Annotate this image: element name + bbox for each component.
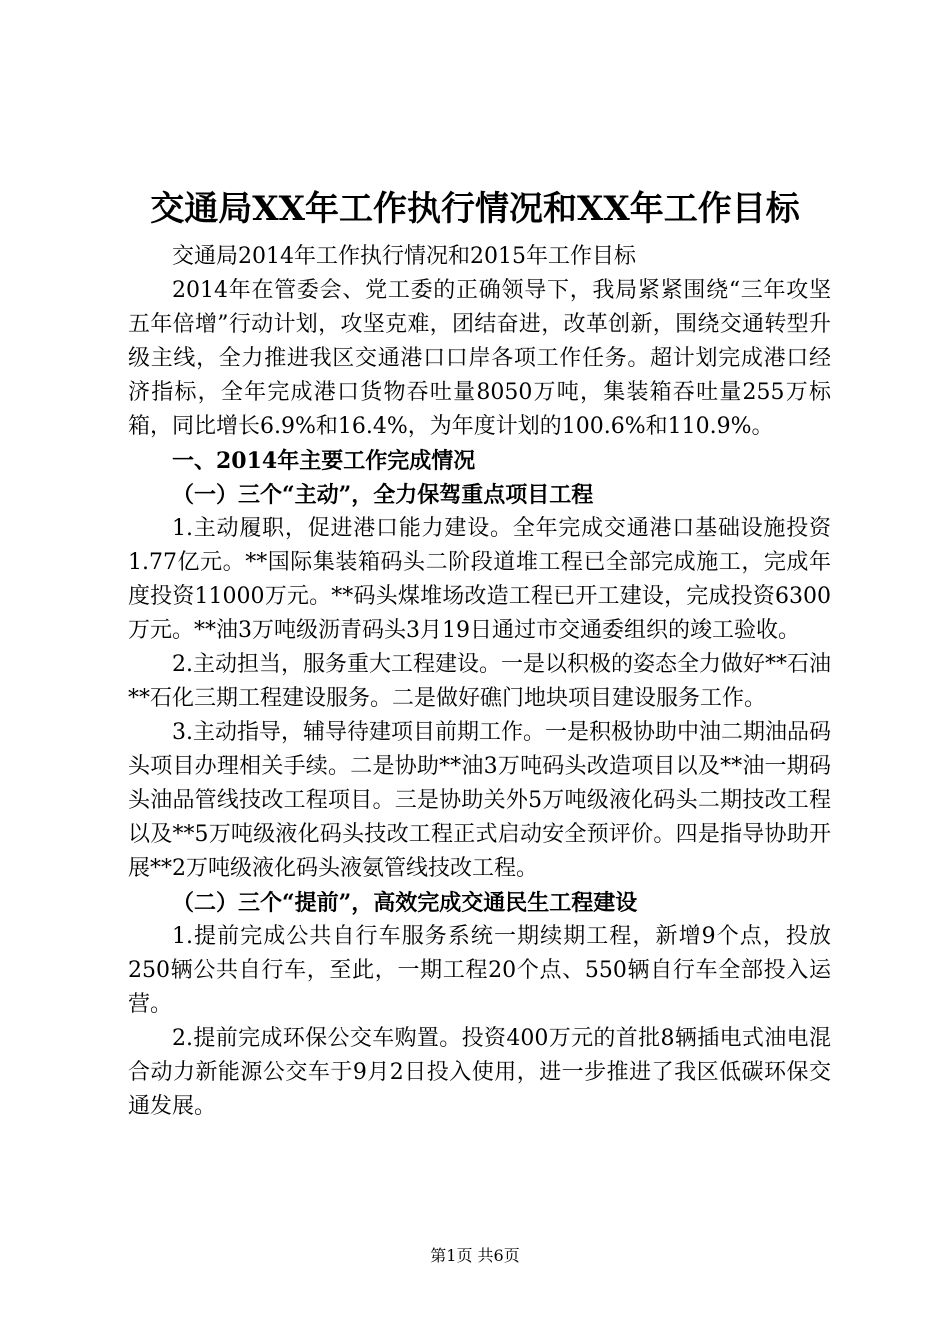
intro-paragraph: 2014年在管委会、党工委的正确领导下，我局紧紧围绕“三年攻坚五年倍增”行动计划，攻坚克难，团结奋进，改革创新，围绕交通转型升级主线，全力推进我区交通港口口岸各项工作任务。超计划完成港口经济指标，全年完成港口货物吞吐量8050万吨，集装箱吞吐量255万标箱，同比增长6.9%和16.4%，为年度计划的100.6%和110.9%。 (128, 278, 831, 439)
subtitle-line: 交通局2014年工作执行情况和2015年工作目标 (172, 244, 636, 269)
list-item: 3.主动指导，辅导待建项目前期工作。一是积极协助中油二期油品码头项目办理相关手续。二是协助**油3万吨码头改造项目以及**油一期码头油品管线技改工程项目。三是协助关外5万吨级液化码头二期技改工程以及**5万吨级液化码头技改工程正式启动安全预评价。四是指导协助开展**2万吨级液化码头液氨管线技改工程。 (128, 720, 831, 881)
document-body (128, 240, 831, 1124)
section-heading: 一、2014年主要工作完成情况 (172, 448, 476, 474)
subsection-heading-2: （二）三个“提前”，高效完成交通民生工程建设 (172, 890, 638, 916)
page-footer: 第1页 共6页 (430, 1246, 520, 1265)
list-item: 1.提前完成公共自行车服务系统一期续期工程，新增9个点，投放250辆公共自行车，至此，一期工程20个点、550辆自行车全部投入运营。 (128, 924, 831, 1017)
list-item: 1.主动履职，促进港口能力建设。全年完成交通港口基础设施投资1.77亿元。**国际集装箱码头二阶段道堆工程已全部完成施工，完成年度投资11000万元。**码头煤堆场改造工程已开工建设，完成投资6300万元。**油3万吨级沥青码头3月19日通过市交通委组织的竣工验收。 (128, 516, 831, 643)
document-title: 交通局XX年工作执行情况和XX年工作目标 (150, 189, 800, 229)
list-item: 2.主动担当，服务重大工程建设。一是以积极的姿态全力做好**石油**石化三期工程建设服务。二是做好礁门地块项目建设服务工作。 (128, 652, 831, 711)
list-item: 2.提前完成环保公交车购置。投资400万元的首批8辆插电式油电混合动力新能源公交车于9月2日投入使用，进一步推进了我区低碳环保交通发展。 (128, 1026, 831, 1119)
subsection-heading-1: （一）三个“主动”，全力保驾重点项目工程 (172, 482, 594, 508)
